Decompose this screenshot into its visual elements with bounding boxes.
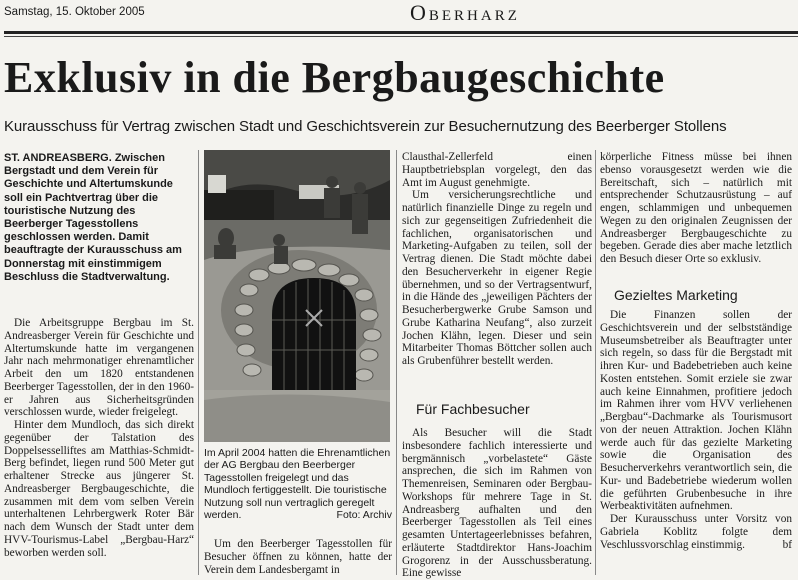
paragraph: Um den Beerberger Tagesstollen für Besucher öffnen zu können, hatte der Verein dem Landesbergamt in xyxy=(204,538,392,576)
subhead-marketing: Gezieltes Marketing xyxy=(614,287,738,303)
masthead-rule-thin xyxy=(4,36,798,37)
paragraph: Clausthal-Zellerfeld einen Hauptbetriebsplan vorgelegt, den das Amt im August genehmigte. xyxy=(402,151,592,189)
column-3 xyxy=(402,151,592,368)
closing-text: Der Kurausschuss unter Vorsitz von Gabriela Koblitz folgte dem Veschlussvorschlag einstimmig. xyxy=(600,513,792,551)
lead-paragraph: ST. ANDREASBERG. Zwischen Bergstadt und dem Verein für Geschichte und Altertumskunde soll ein Pachtvertrag über die touristische Nutzung des Beerberger Tagesstollens geschlossen werden. Damit beauftragte der Kurausschuss am Donnerstag mit einstimmigem Beschluss die Stadtverwaltung. xyxy=(4,152,182,283)
column-3-continued xyxy=(402,427,592,580)
column-4-continued xyxy=(600,309,792,551)
paragraph: körperliche Fitness müsse bei ihnen ebenso vorausgesetzt werden wie die Bereitschaft, sich – natürlich mit entsprechender Schutzausrüstung – auf engen, schlammigen und unbequemen Wegen zu den originalen Zeugnissen der Andreasberger Bergbaugeschichte zu begeben. Gerade dies aber mache letztlich den Besuch dieser Orte so exklusiv. xyxy=(600,151,792,265)
subheadline: Kurausschuss für Vertrag zwischen Stadt und Geschichtsverein zur Besuchernutzung des Beerberger Stollens xyxy=(4,118,727,135)
column-4 xyxy=(600,151,792,266)
headline: Exklusiv in die Bergbaugeschichte xyxy=(4,53,665,102)
paragraph: Als Besucher will die Stadt insbesondere fachlich interessierte und bergmännisch „vorbelastete“ Gäste ansprechen, die sich im Rahmen von Themenreisen, Seminaren oder Bergbau-Workshops für mehrere Tage in St. Andreasberg aufhalten und den Beerberger Tagesstollen als Teil eines gesamten Untertageerlebnisses befahren, erläuterte Stadtdirektor Hans-Joachim Grogorenz in der Ausschussberatung. Eine gewisse xyxy=(402,427,592,580)
paragraph: Um versicherungsrechtliche und natürlich finanzielle Dinge zu regeln und sich zur gegenseitigen Zufriedenheit die fachlichen, organisatorischen und Marketing-Aufgaben zu teilen, soll der Vertrag dienen. Die Stadt möchte dabei den Besucherverkehr in eigener Regie übernehmen, und so der Vertragsentwurf, in die Hände des „jeweiligen Pächters der Besucherbergwerke Grube Samson und Grube Katharina Neufang“, also zurzeit Jochen Klähn, legen. Dieser und sein Mitarbeiter Thomas Böttcher sollen auch als Grubenführer bestellt werden. xyxy=(402,189,592,367)
issue-date: Samstag, 15. Oktober 2005 xyxy=(4,6,145,18)
column-divider xyxy=(198,150,199,575)
column-divider xyxy=(595,150,596,575)
subhead-fachbesucher: Für Fachbesucher xyxy=(416,401,530,417)
masthead-rule xyxy=(4,31,798,34)
photo-credit: Foto: Archiv xyxy=(336,509,392,522)
paragraph: Hinter dem Mundloch, das sich direkt gegenüber der Talstation des Doppelsesselliftes am Matthias-Schmidt-Berg befindet, liegen rund 500 Meter gut erhaltener Strecke aus jüngerer St. Andreasberger Bergbaugeschichte, die zusammen mit dem vom selben Verein unterhaltenen Lehrbergwerk Roter Bär nach dem Wunsch der Stadt unter dem HVV-Tourismus-Label „Bergbau-Harz“ beworben werden soll. xyxy=(4,419,194,559)
paragraph: Die Finanzen sollen der Geschichtsverein und der selbstständige Museumsbetreiber als Beauftragter unter sich regeln, so dass für die Bergstadt mit ihren Kur- und Badebetrieben auch keine Kosten entstehen. Somit erziele sie zwar auch keine Einnahmen, profitiere jedoch im Rahmen ihrer vom HVV verliehenen „Bergbau“-Dachmarke als Tourismusort von der neuen Attraktion. Jochen Klähn werde auch für das gezielte Marketing sowie die Organisation des Besucherverkehrs verantwortlich sein, die Kur- und Badebetriebe wiederum wollen die geführten Grubenbesuche in ihre Werbeaktivitäten aufnehmen. xyxy=(600,309,792,513)
section-title: Oberharz xyxy=(410,0,520,25)
paragraph: Die Arbeitsgruppe Bergbau im St. Andreasberger Verein für Geschichte und Altertumskunde hatte im vergangenen Jahr nach mehrmonatiger ehrenamtlicher Arbeit den um 1820 entstandenen Beerberger Tagesstollen, der in den 1960-er Jahren aus Sicherheitsgründen verschlossen wurde, wieder freigelegt. xyxy=(4,317,194,419)
column-divider xyxy=(396,150,397,575)
column-1 xyxy=(4,317,194,559)
mine-entrance-photo xyxy=(204,150,390,442)
column-2 xyxy=(204,538,392,576)
author-initials: bf xyxy=(782,538,792,551)
caption-text: Im April 2004 hatten die Ehrenamtlichen der AG Bergbau den Beerberger Tagesstollen freigelegt und das Mundloch fertiggestellt. Die touristische Nutzung soll nun vertraglich geregelt werden. xyxy=(204,447,391,522)
photo-caption xyxy=(204,447,392,521)
photo-image xyxy=(204,150,390,442)
paragraph xyxy=(600,513,792,551)
